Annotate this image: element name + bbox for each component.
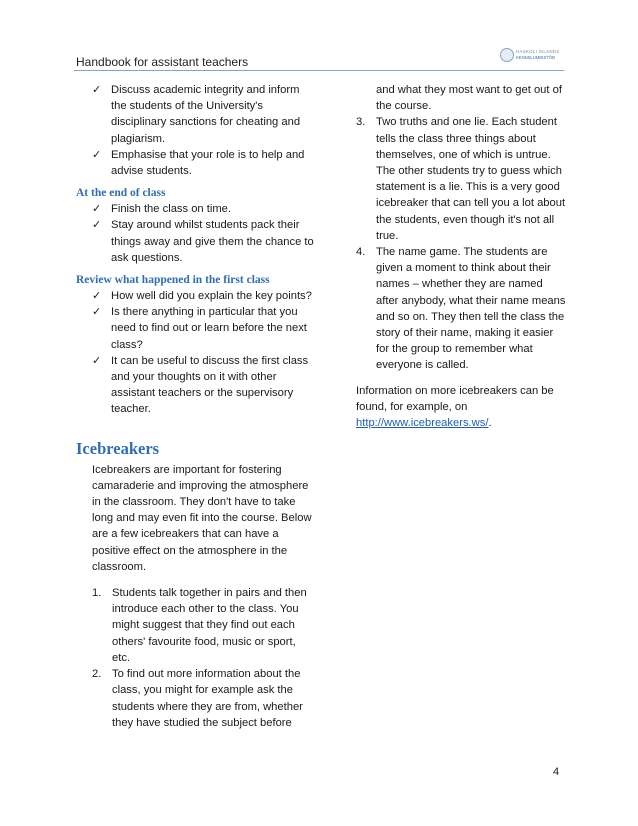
icebreakers-link[interactable]: http://www.icebreakers.ws/ [356,417,489,430]
heading-icebreakers: Icebreakers [76,438,160,458]
list-item: 3. Two truths and one lie. Each student tells the class three things about themselves, one of which is untrue. The other students try to guess which statement is a lie. This is a very good icebreaker that can tell you a lot about the students, even though it's not all true. [356,116,566,242]
right-column [356,82,566,431]
university-seal-icon [500,48,514,62]
section-heading-review: Review what happened in the first class [76,274,270,287]
checkmark-icon: ✓ [92,203,102,216]
logo-line-2: KENNSLUMIÐSTÖÐ [516,55,556,60]
list-item: 4. The name game. The students are given a moment to think about their names – whether they are named after anybody, what their name means and so on. They then tell the class the story of their name, making it easier for the group to remember what everyone is called. [356,246,566,372]
running-header-title: Handbook for assistant teachers [76,55,249,69]
more-info-paragraph: Information on more icebreakers can be found, for example, on http://www.icebreakers.ws/. [356,384,554,430]
checkmark-icon: ✓ [92,306,102,319]
checklist-item: ✓ Stay around whilst students pack their things away and give them the chance to ask questions. [92,219,314,264]
checkmark-icon: ✓ [92,290,102,303]
checklist-item: ✓ It can be useful to discuss the first class and your thoughts on it with other assistant teachers or the supervisory teacher. [92,354,309,416]
list-item-continuation: and what they most want to get out of the course. [376,84,562,113]
checklist-item: ✓ How well did you explain the key points? [76,288,316,304]
checklist-item: ✓ Is there anything in particular that you need to find out or learn before the next class? [92,306,307,351]
checklist-item: ✓ Finish the class on time. [76,201,316,217]
list-item: 1. Students talk together in pairs and then introduce each other to the class. You might suggest that they find out each others' favourite food, music or sport, etc. [92,587,307,664]
checkmark-icon: ✓ [92,219,102,232]
checklist-item: ✓ Emphasise that your role is to help and advise students. [92,148,305,178]
review-checklist [76,288,316,418]
checklist-item: ✓ Discuss academic integrity and inform the students of the University's disciplinary sanctions for cheating and plagiarism. [92,84,301,145]
icebreakers-list [76,585,316,731]
icebreakers-list-continued [356,114,566,373]
left-column [76,82,316,731]
checkmark-icon: ✓ [92,84,102,96]
intro-checklist [76,82,316,179]
logo-line-1: HÁSKÓLI ÍSLANDS [516,49,560,54]
university-logo [500,46,566,66]
icebreakers-intro-paragraph: Icebreakers are important for fostering camaraderie and improving the atmosphere in the classroom. They don't have to take long and may even fit into the course. Below are a few icebreakers that can have a positive effect on the atmosphere in the classroom. [92,463,312,573]
page-number: 4 [553,766,560,778]
checkmark-icon: ✓ [92,354,102,367]
header-divider [74,70,564,71]
section-heading-end-of-class: At the end of class [76,187,166,200]
checkmark-icon: ✓ [92,148,102,161]
list-item: 2. To find out more information about the class, you might for example ask the students where they are from, whether they have studied the subject before [92,668,303,729]
end-of-class-checklist [76,201,316,266]
